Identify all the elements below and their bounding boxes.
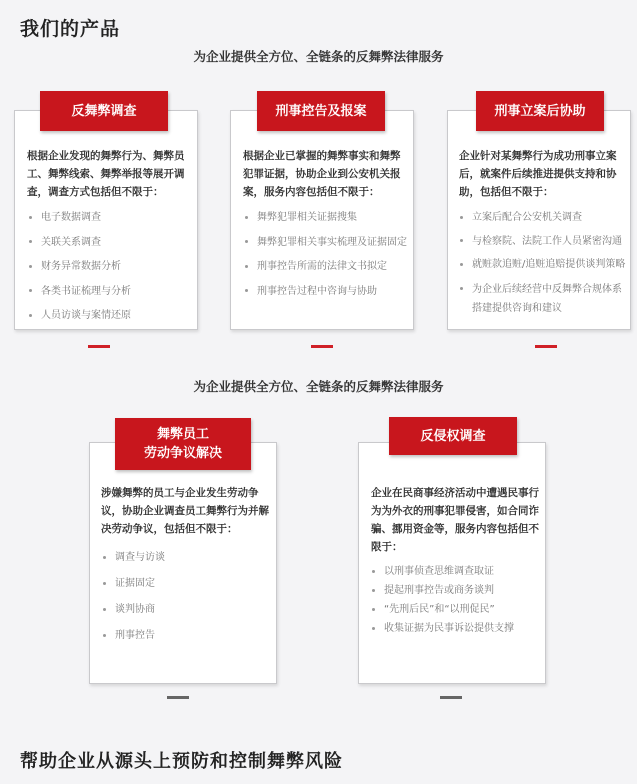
- card-description: 企业在民商事经济活动中遭遇民事行为为外衣的刑事犯罪侵害，如合同诈骗、挪用资金等，服务内容包括但不限于：: [371, 487, 539, 553]
- bullet-list: [456, 206, 626, 318]
- page-title: 我们的产品: [20, 18, 121, 40]
- list-item: 关联关系调查: [25, 231, 131, 256]
- list-item: 刑事控告: [99, 623, 165, 649]
- list-item: 与检察院、法院工作人员紧密沟通: [456, 230, 626, 254]
- list-item: 调查与访谈: [99, 545, 165, 571]
- bottom-title: 帮助企业从源头上预防和控制舞弊风险: [20, 751, 343, 772]
- card-title-labor-dispute: 舞弊员工 劳动争议解决: [115, 418, 251, 470]
- list-item: 刑事控告所需的法律文书拟定: [241, 255, 407, 280]
- list-item: 收集证据为民事诉讼提供支撑: [368, 619, 514, 638]
- list-item: 以刑事侦查思维调查取证: [368, 562, 514, 581]
- card-divider: [88, 345, 110, 348]
- card-title-post-filing-assistance: 刑事立案后协助: [476, 91, 604, 131]
- card-description: 根据企业已掌握的舞弊事实和舞弊犯罪证据，协助企业到公安机关报案，服务内容包括但不限于：: [243, 150, 401, 198]
- bullet-list: [241, 206, 407, 304]
- card-divider: [167, 696, 189, 699]
- list-item: 刑事控告过程中咨询与协助: [241, 280, 407, 305]
- list-item: 就赃款追赃/追赃追赔提供谈判策略: [456, 253, 626, 277]
- list-item: 立案后配合公安机关调查: [456, 206, 626, 230]
- bullet-list: [368, 562, 514, 638]
- card-divider: [535, 345, 557, 348]
- list-item: 谈判协商: [99, 597, 165, 623]
- bullet-list: [25, 206, 131, 329]
- list-item: 舞弊犯罪相关证据搜集: [241, 206, 407, 231]
- card-divider: [440, 696, 462, 699]
- list-item: 舞弊犯罪相关事实梳理及证据固定: [241, 231, 407, 256]
- list-item: 财务异常数据分析: [25, 255, 131, 280]
- section-heading-1: 为企业提供全方位、全链条的反舞弊法律服务: [193, 49, 444, 64]
- list-item: 各类书证梳理与分析: [25, 280, 131, 305]
- list-item: 证据固定: [99, 571, 165, 597]
- card-title-criminal-complaint: 刑事控告及报案: [257, 91, 385, 131]
- bullet-list: [99, 545, 165, 649]
- list-item: 为企业后续经营中反舞弊合规体系搭建提供咨询和建议: [456, 280, 626, 318]
- card-divider: [311, 345, 333, 348]
- list-item: “先刑后民”和“以刑促民”: [368, 600, 514, 619]
- list-item: 提起刑事控告或商务谈判: [368, 581, 514, 600]
- section-heading-2: 为企业提供全方位、全链条的反舞弊法律服务: [193, 379, 444, 394]
- card-description: 根据企业发现的舞弊行为、舞弊员工、舞弊线索、舞弊举报等展开调查，调查方式包括但不限于：: [27, 150, 185, 198]
- list-item: 电子数据调查: [25, 206, 131, 231]
- card-title-anti-fraud-investigation: 反舞弊调查: [40, 91, 168, 131]
- card-title-anti-infringement: 反侵权调查: [389, 417, 517, 455]
- card-description: 涉嫌舞弊的员工与企业发生劳动争议，协助企业调查员工舞弊行为并解决劳动争议，包括但不限于：: [101, 487, 269, 535]
- list-item: 人员访谈与案情还原: [25, 304, 131, 329]
- card-description: 企业针对某舞弊行为成功刑事立案后，就案件后续推进提供支持和协助，包括但不限于：: [459, 150, 617, 198]
